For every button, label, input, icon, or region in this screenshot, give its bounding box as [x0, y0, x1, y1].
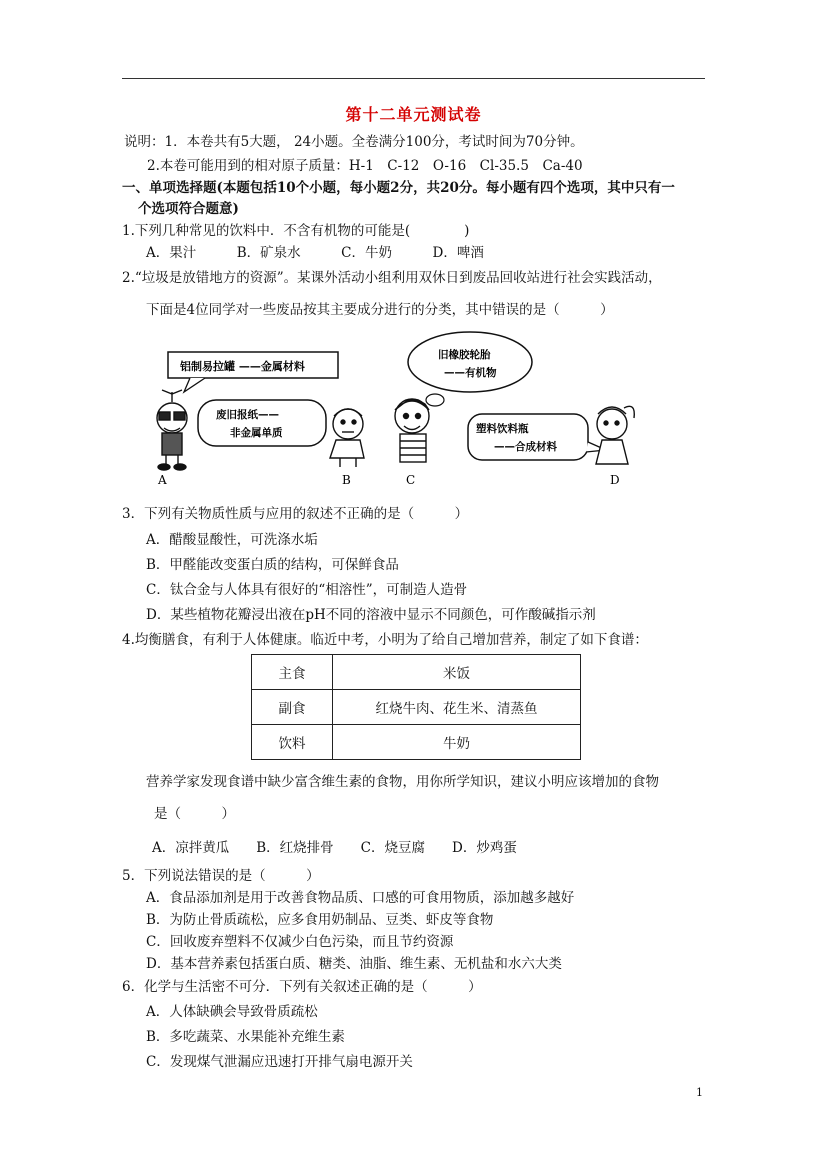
table-cell: 红烧牛肉、花生米、清蒸鱼 — [333, 690, 581, 725]
q5-option-d: D．基本营养素包括蛋白质、糖类、油脂、维生素、无机盐和水六大类 — [146, 956, 562, 972]
menu-table — [251, 654, 581, 760]
q1-options: A．果汁 B．矿泉水 C．牛奶 D．啤酒 — [146, 245, 484, 261]
table-row — [252, 725, 581, 760]
bubble-b-text1: 废旧报纸—— — [216, 409, 279, 421]
table-cell: 主食 — [252, 655, 333, 690]
q4-options: A．凉拌黄瓜 B．红烧排骨 C．烧豆腐 D．炒鸡蛋 — [152, 840, 517, 856]
q6-option-c: C．发现煤气泄漏应迅速打开排气扇电源开关 — [146, 1054, 413, 1070]
q4-follow-line2: 是（ ） — [154, 806, 235, 822]
student-d-figure — [596, 406, 634, 464]
table-cell: 副食 — [252, 690, 333, 725]
q5-option-c: C．回收废弃塑料不仅减少白色污染，而且节约资源 — [146, 934, 454, 950]
bubble-c — [408, 332, 532, 416]
q3-option-d: D．某些植物花瓣浸出液在pH不同的溶液中显示不同颜色，可作酸碱指示剂 — [146, 607, 596, 623]
q6-option-a: A．人体缺碘会导致骨质疏松 — [146, 1004, 318, 1020]
page-title: 第十二单元测试卷 — [345, 105, 482, 124]
label-b: B — [342, 473, 351, 487]
bubble-b-text2: 非金属单质 — [230, 427, 283, 439]
q3-option-c: C．钛合金与人体具有很好的“相溶性”，可制造人造骨 — [146, 582, 468, 598]
instruction-2: 2.本卷可能用到的相对原子质量：H-1 C-12 O-16 Cl-35.5 Ca-40 — [147, 158, 583, 174]
q6-stem: 6．化学与生活密不可分．下列有关叙述正确的是（ ） — [122, 979, 482, 995]
bubble-d — [468, 414, 606, 460]
q4-follow-line1: 营养学家发现食谱中缺少富含维生素的食物，用你所学知识，建议小明应该增加的食物 — [146, 774, 659, 790]
q3-option-a: A．醋酸显酸性，可洗涤水垢 — [146, 532, 318, 548]
table-cell: 饮料 — [252, 725, 333, 760]
student-a-figure — [157, 390, 187, 470]
table-cell: 牛奶 — [333, 725, 581, 760]
label-c: C — [406, 473, 416, 487]
q5-option-b: B．为防止骨质疏松，应多食用奶制品、豆类、虾皮等食物 — [146, 912, 494, 928]
q2-stem-line2: 下面是4位同学对一些废品按其主要成分进行的分类，其中错误的是（ ） — [146, 302, 614, 318]
bubble-d-text1: 塑料饮料瓶 — [476, 423, 529, 435]
label-d: D — [610, 473, 620, 487]
instruction-1: 说明：1．本卷共有5大题， 24小题。全卷满分100分，考试时间为70分钟。 — [124, 134, 584, 150]
q5-stem: 5．下列说法错误的是（ ） — [122, 868, 320, 884]
table-cell: 米饭 — [333, 655, 581, 690]
section-heading-line2: 个选项符合题意) — [138, 201, 239, 217]
student-b-figure — [330, 409, 364, 467]
q3-stem: 3．下列有关物质性质与应用的叙述不正确的是（ ） — [122, 506, 469, 522]
q2-stem-line1: 2.“垃圾是放错地方的资源”。某课外活动小组利用双休日到废品回收站进行社会实践活动， — [122, 270, 662, 286]
q1-stem: 1.下列几种常见的饮料中．不含有机物的可能是( ) — [122, 223, 470, 239]
q4-stem: 4.均衡膳食，有利于人体健康。临近中考，小明为了给自己增加营养，制定了如下食谱： — [122, 632, 648, 648]
q3-option-b: B．甲醛能改变蛋白质的结构，可保鲜食品 — [146, 557, 399, 573]
table-row — [252, 655, 581, 690]
table-row — [252, 690, 581, 725]
student-c-figure — [395, 399, 429, 462]
header-rule — [122, 78, 705, 79]
bubble-c-text1: 旧橡胶轮胎 — [438, 349, 491, 361]
bubble-b — [198, 400, 326, 446]
q2-figure — [150, 330, 640, 488]
section-heading-line1: 一、单项选择题(本题包括10个小题，每小题2分，共20分。每小题有四个选项，其中只有一 — [122, 180, 675, 196]
bubble-c-text2: ——有机物 — [444, 367, 497, 379]
bubble-a — [168, 352, 338, 392]
q6-option-b: B．多吃蔬菜、水果能补充维生素 — [146, 1029, 345, 1045]
bubble-d-text2: ——合成材料 — [494, 441, 557, 453]
q5-option-a: A．食品添加剂是用于改善食物品质、口感的可食用物质，添加越多越好 — [146, 890, 575, 906]
label-a: A — [158, 473, 167, 487]
bubble-a-text: 铝制易拉罐 ——金属材料 — [180, 360, 305, 373]
page-number: 1 — [696, 1086, 703, 1099]
